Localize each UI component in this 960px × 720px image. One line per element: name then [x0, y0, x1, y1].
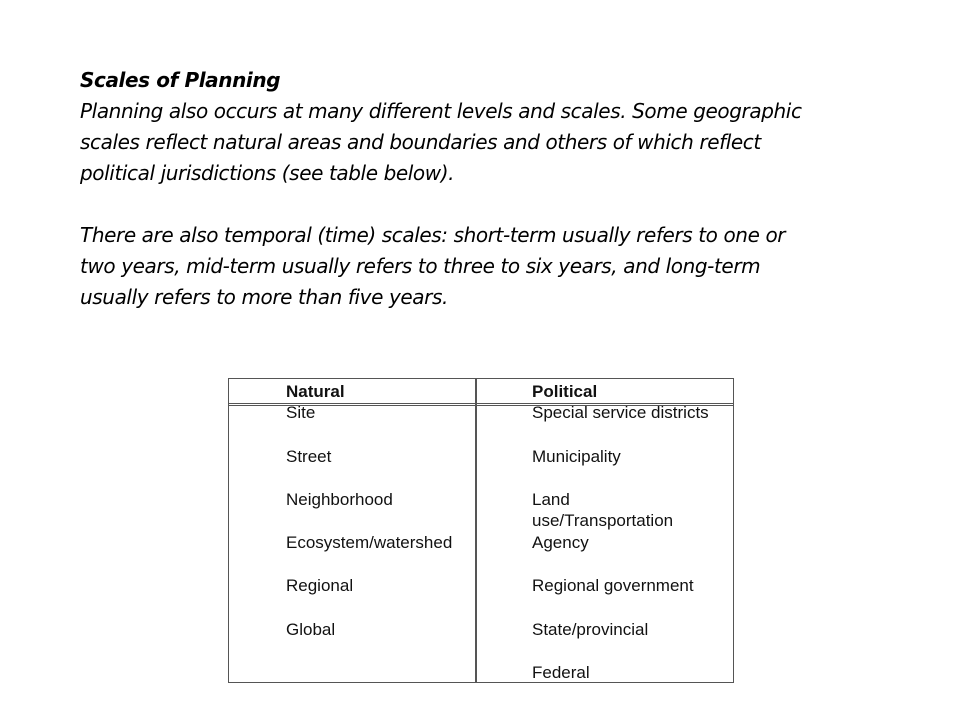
natural-cell: Regional: [286, 576, 354, 595]
paragraph-temporal-scales: [80, 220, 910, 313]
section-heading: Scales of Planning: [80, 68, 281, 92]
text-block: [80, 65, 910, 313]
political-cell: Special service districts: [532, 403, 709, 422]
column-divider: [475, 379, 477, 682]
paragraph-line: usually refers to more than five years.: [80, 285, 448, 309]
column-header-natural: Natural: [286, 382, 345, 401]
political-cell: Land: [532, 490, 570, 509]
paragraph-line: political jurisdictions (see table below).: [80, 161, 455, 185]
natural-cell: Neighborhood: [286, 490, 393, 509]
paragraph-spacer: [80, 189, 910, 220]
political-cell: Regional government: [532, 576, 694, 595]
political-cell: Federal: [532, 663, 590, 682]
paragraph-line: two years, mid-term usually refers to three to six years, and long-term: [80, 254, 761, 278]
natural-cell: Global: [286, 620, 336, 639]
natural-cell: Ecosystem/watershed: [286, 533, 453, 552]
natural-cell: Street: [286, 447, 332, 466]
paragraph-spatial-scales: [80, 96, 910, 189]
paragraph-line: scales reflect natural areas and boundaries and others of which reflect: [80, 130, 761, 154]
column-header-political: Political: [532, 382, 598, 401]
political-cell: use/Transportation: [532, 511, 674, 530]
political-cell: State/provincial: [532, 620, 649, 639]
paragraph-line: Planning also occurs at many different levels and scales. Some geographic: [80, 99, 802, 123]
political-cell: Agency: [532, 533, 589, 552]
natural-cell: Site: [286, 403, 316, 422]
scales-table: [228, 378, 734, 683]
paragraph-line: There are also temporal (time) scales: short-term usually refers to one or: [80, 223, 786, 247]
political-cell: Municipality: [532, 447, 621, 466]
